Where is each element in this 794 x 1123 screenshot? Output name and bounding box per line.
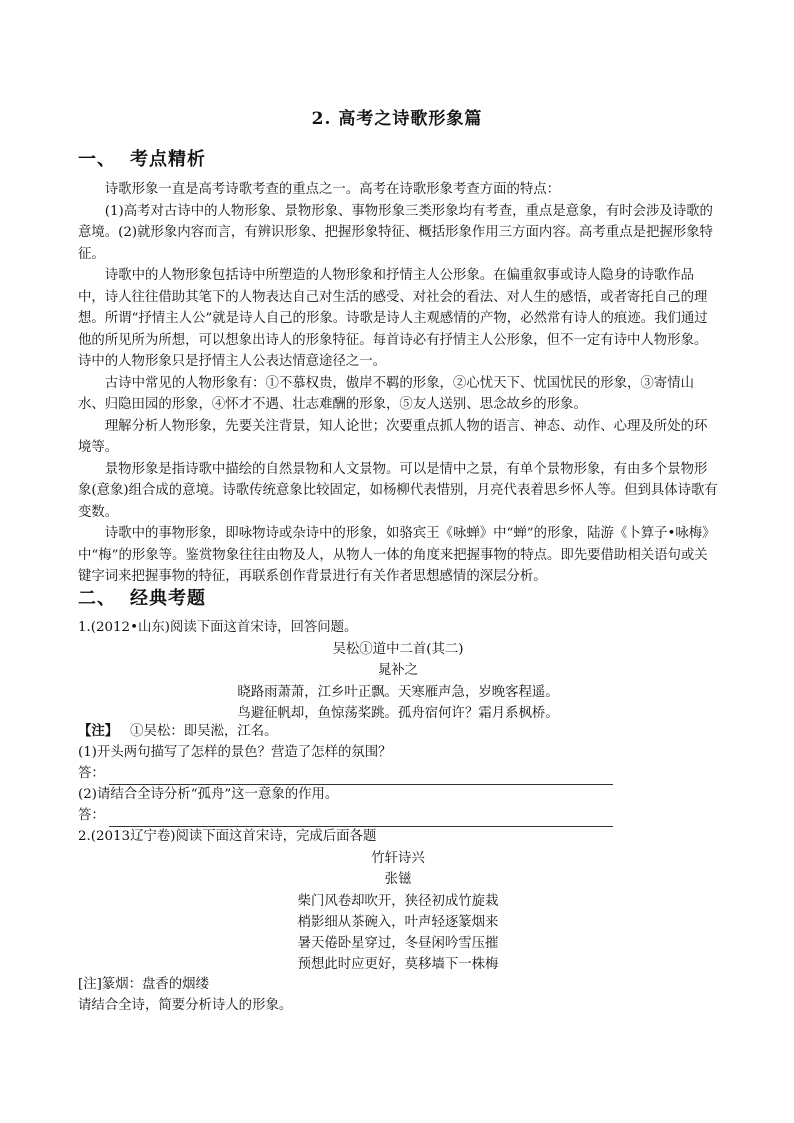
answer-label: 答： [78, 808, 105, 823]
paragraph: 诗歌中的事物形象，即咏物诗或杂诗中的形象，如骆宾王《咏蝉》中“蝉”的形象，陆游《卜算子•咏梅》中“梅”的形象等。鉴赏物象往往由物及人，从物人一体的角度来把握事物的特点。即先要借助相关语句或关键字词来把握事物的特征，再联系创作背景进行有关作者思想感情的深层分析。 [78, 526, 716, 584]
poem-2-line: 柴门风卷却吹开，狭径初成竹旋栽 [297, 894, 499, 909]
question-1-sub-2: (2)请结合全诗分析“孤舟”这一意象的作用。 [78, 787, 339, 802]
poem-2-line: 预想此时应更好，莫移墙下一株梅 [297, 957, 499, 972]
answer-line-1 [78, 763, 718, 785]
section-number: 二、 [78, 588, 116, 609]
section-label: 经典考题 [130, 588, 206, 609]
page-title: 2. 高考之诗歌形象篇 [311, 109, 483, 129]
answer-blank-2[interactable] [109, 812, 613, 827]
poem-1-line: 晓路雨萧萧，江乡叶正飘。天寒雁声急，岁晚客程遥。 [237, 685, 559, 700]
section-1-body [78, 179, 718, 588]
note-tag: 【注】 [78, 723, 119, 739]
poem-1-author: 晁补之 [377, 663, 419, 678]
question-1-intro: 1.(2012•山东)阅读下面这首宋诗，回答问题。 [78, 620, 358, 635]
paragraph: 理解分析人物形象，先要关注背景，知人论世；次要重点抓人物的语言、神态、动作、心理及所处的环境等。 [78, 418, 708, 455]
paragraph: 景物形象是指诗歌中描绘的自然景物和人文景物。可以是情中之景，有单个景物形象，有由多个景物形象(意象)组合成的意境。诗歌传统意象比较固定，如杨柳代表惜别，月亮代表着思乡怀人等。但到具体诗歌有变数。 [78, 461, 718, 520]
poem-2-line: 暑天倦卧星穿过，冬昼闲吟雪压摧 [297, 936, 499, 951]
note-text: ①吴松：即吴淞，江名。 [130, 724, 278, 739]
poem-2-line: 梢影细从茶碗入，叶声轻逐篆烟来 [297, 915, 499, 930]
poem-1-title: 吴松①道中二首(其二) [332, 642, 464, 657]
question-1-note [78, 721, 718, 743]
section-heading-2 [78, 584, 206, 610]
section-heading-1 [78, 145, 206, 171]
question-1-sub-1: (1)开头两句描写了怎样的景色？营造了怎样的氛围？ [78, 745, 392, 760]
question-2-prompt: 请结合全诗，简要分析诗人的形象。 [78, 998, 293, 1013]
question-2-intro: 2.(2013辽宁卷)阅读下面这首宋诗，完成后面各题 [78, 829, 377, 844]
section-number: 一、 [78, 149, 116, 170]
answer-label: 答： [78, 766, 105, 781]
poem-2-author: 张镃 [384, 872, 412, 887]
paragraph: (1)高考对古诗中的人物形象、景物形象、事物形象三类形象均有考查，重点是意象，有时会涉及诗歌的意境。(2)就形象内容而言，有辨识形象、把握形象特征、概括形象作用三方面内容。高考重点是把握形象特征。 [78, 203, 713, 262]
paragraph: 古诗中常见的人物形象有：①不慕权贵，傲岸不羁的形象，②心忧天下、忧国忧民的形象，③寄情山水、归隐田园的形象，④怀才不遇、壮志难酬的形象，⑤友人送别、思念故乡的形象。 [78, 375, 694, 412]
section-label: 考点精析 [130, 149, 206, 170]
question-2-note: [注]篆烟：盘香的烟缕 [78, 977, 209, 992]
paragraph: 诗歌中的人物形象包括诗中所塑造的人物形象和抒情主人公形象。在偏重叙事或诗人隐身的诗歌作品中，诗人往往借助其笔下的人物表达自己对生活的感受、对社会的看法、对人生的感悟，或者寄托自己的理想。所谓“抒情主人公”就是诗人自己的形象。诗歌是诗人主观感情的产物，必然常有诗人的痕迹。我们通过他的所见所为所想，可以想象出诗人的形象特征。每首诗必有抒情主人公形象，但不一定有诗中人物形象。诗中的人物形象只是抒情主人公表达情意途径之一。 [78, 268, 708, 369]
answer-line-2 [78, 805, 718, 827]
poem-2-title: 竹轩诗兴 [371, 851, 425, 866]
poem-1-line: 鸟避征帆却，鱼惊荡桨跳。孤舟宿何许？霜月系枫桥。 [237, 706, 559, 721]
paragraph: 诗歌形象一直是高考诗歌考查的重点之一。高考在诗歌形象考查方面的特点： [104, 182, 561, 197]
answer-blank-1[interactable] [109, 770, 613, 785]
